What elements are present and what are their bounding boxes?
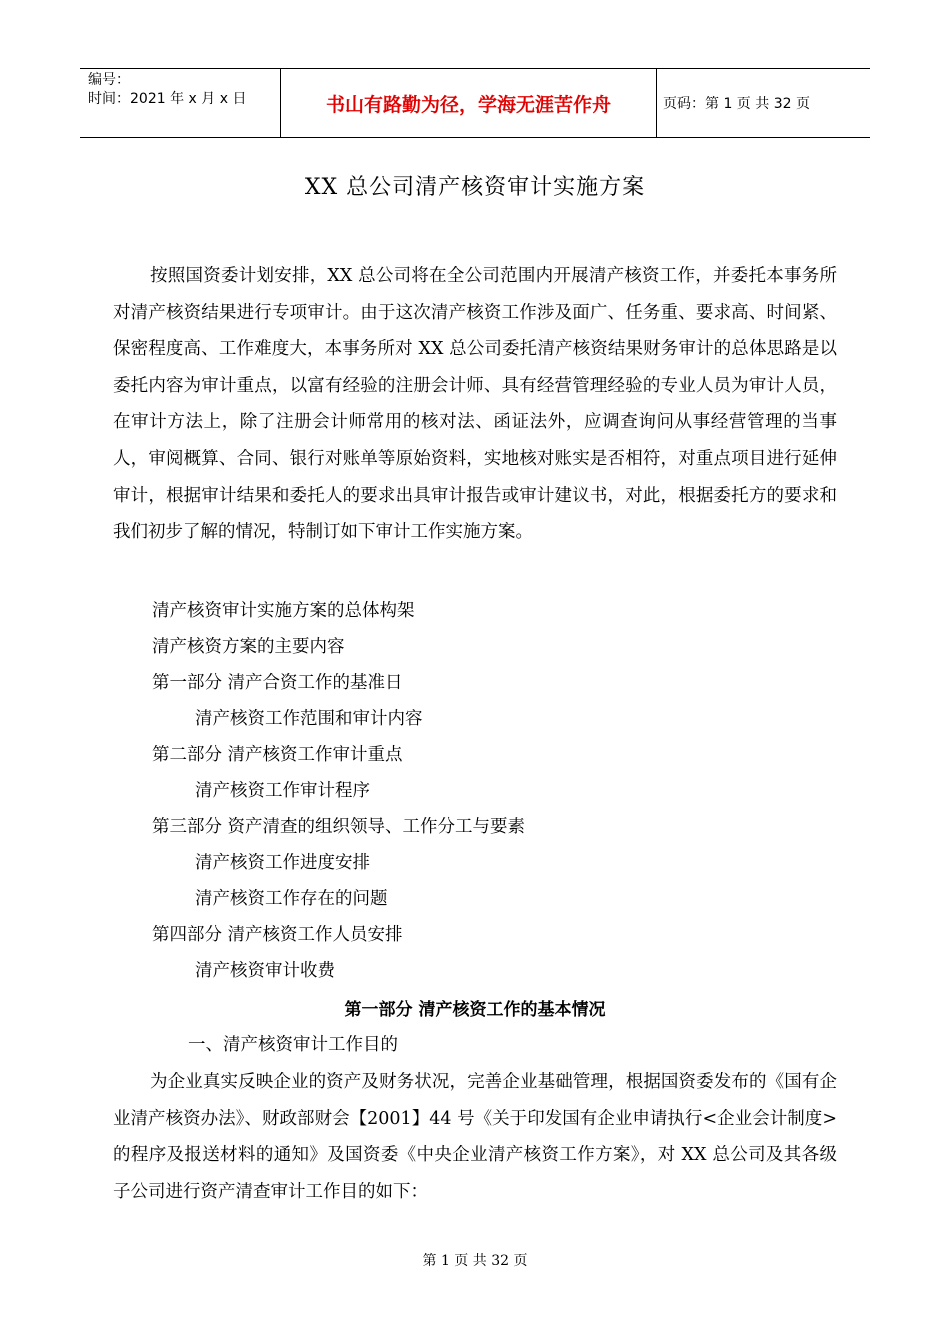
- outline-item: 清产核资工作范围和审计内容: [195, 709, 423, 729]
- subheading: 一、清产核资审计工作目的: [188, 1035, 398, 1055]
- header-meta-cell: [80, 69, 281, 137]
- outline-item: 第四部分 清产核资工作人员安排: [152, 925, 403, 945]
- outline-item: 第二部分 清产核资工作审计重点: [152, 745, 403, 765]
- page-footer: 第 1 页 共 32 页: [422, 1253, 528, 1269]
- header-page-info: 页码：第 1 页 共 32 页: [663, 96, 810, 112]
- outline-item: 清产核资方案的主要内容: [152, 637, 345, 657]
- outline-item: 清产核资工作审计程序: [195, 781, 370, 801]
- document-number: 编号：: [88, 72, 130, 88]
- intro-paragraph: 按照国资委计划安排，XX 总公司将在全公司范围内开展清产核资工作，并委托本事务所对清产核资结果进行专项审计。由于这次清产核资工作涉及面广、任务重、要求高、时间紧、保密程度高、工作难度大，本事务所对 XX 总公司委托清产核资结果财务审计的总体思路是以委托内容为审计重点，以富有经验的注册会计师、具有经营管理经验的专业人员为审计人员，在审计方法上，除了注册会计师常用的核对法、函证法外，应调查询问从事经营管理的当事人，审阅概算、合同、银行对账单等原始资料，实地核对账实是否相符，对重点项目进行延伸审计，根据审计结果和委托人的要求出具审计报告或审计建议书，对此，根据委托方的要求和我们初步了解的情况，特制订如下审计工作实施方案。: [113, 266, 837, 543]
- document-date: 时间：2021 年 x 月 x 日: [88, 91, 247, 107]
- outline-item: 清产核资工作进度安排: [195, 853, 370, 873]
- outline-item: 第一部分 清产合资工作的基准日: [152, 673, 403, 693]
- document-title: XX 总公司清产核资审计实施方案: [304, 175, 646, 200]
- outline-item: 清产核资工作存在的问题: [195, 889, 388, 909]
- header-table: [80, 68, 870, 138]
- outline-item: 清产核资审计实施方案的总体构架: [152, 601, 415, 621]
- header-motto: 书山有路勤为径，学海无涯苦作舟: [281, 69, 657, 137]
- section-heading: 第一部分 清产核资工作的基本情况: [344, 1000, 606, 1020]
- outline-item: 第三部分 资产清查的组织领导、工作分工与要素: [152, 817, 526, 837]
- body-paragraph: 为企业真实反映企业的资产及财务状况，完善企业基础管理，根据国资委发布的《国有企业清产核资办法》、财政部财会【2001】44 号《关于印发国有企业申请执行<企业会计制度>的程序及报送材料的通知》及国资委《中央企业清产核资工作方案》，对 XX 总公司及其各级子公司进行资产清查审计工作目的如下：: [113, 1072, 837, 1202]
- outline-item: 清产核资审计收费: [195, 961, 335, 981]
